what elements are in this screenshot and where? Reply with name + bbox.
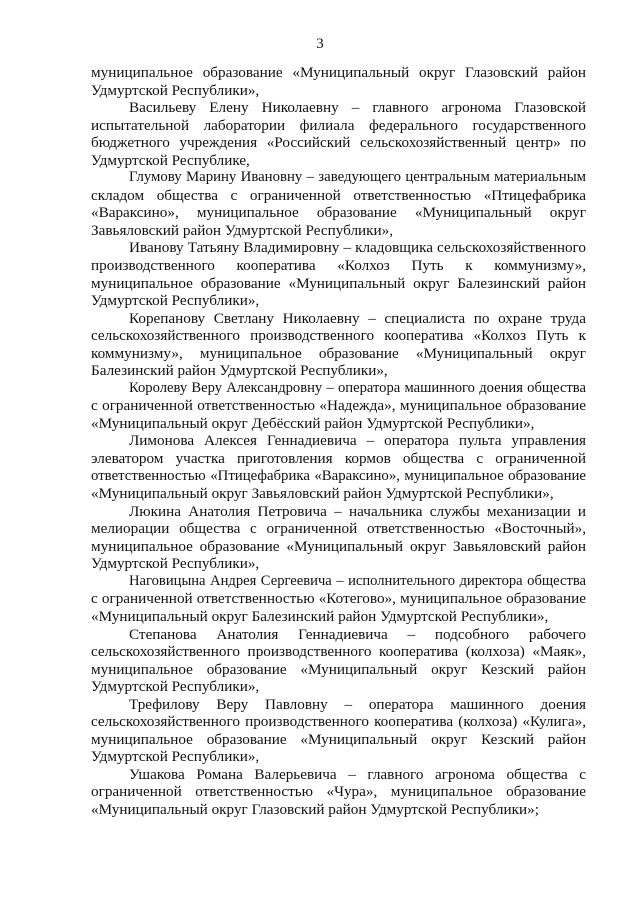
- text-line: Королеву Веру Александровну – оператора машинного доения общества: [129, 379, 586, 396]
- text-line: Трефилову Веру Павловну – оператора машинного доения: [129, 695, 586, 713]
- text-line: сельскохозяйственного производственного кооператива (колхоза) «Маяк»,: [91, 643, 586, 661]
- text-line: Удмуртской Республике,: [91, 151, 250, 169]
- text-line: испытательной лаборатории филиала федерального государственного: [91, 116, 586, 134]
- text-line: Наговицына Андрея Сергеевича – исполнительного директора общества: [129, 572, 586, 589]
- text-line: Балезинский район Удмуртской Республики»,: [91, 362, 388, 380]
- text-line: Удмуртской Республики»,: [91, 748, 260, 766]
- text-line: сельскохозяйственного производственного кооператива (колхоза) «Кулига»,: [91, 713, 586, 731]
- text-line: «Муниципальный округ Глазовский район Удмуртской Республики»;: [91, 800, 539, 818]
- text-line: ограниченной ответственностью «Чура», муниципальное образование: [91, 783, 586, 801]
- text-line: муниципальное образование «Муниципальный округ Балезинский район: [91, 274, 586, 292]
- text-line: Лимонова Алексея Геннадиевича – оператора пульта управления: [129, 432, 586, 450]
- text-line: бюджетного учреждения «Российский сельскохозяйственный центр» по: [91, 134, 586, 152]
- text-line: Корепанову Светлану Николаевну – специалиста по охране труда: [129, 309, 586, 327]
- text-line: муниципальное образование «Муниципальный округ Кезский район: [91, 660, 586, 678]
- text-line: элеватором участка приготовления кормов общества с ограниченной: [91, 450, 586, 468]
- text-line: муниципальное образование «Муниципальный округ Кезский район: [91, 730, 586, 748]
- text-line: складом общества с ограниченной ответственностью «Птицефабрика: [91, 186, 586, 204]
- text-line: Завьяловский район Удмуртской Республики»,: [91, 221, 394, 239]
- text-line: коммунизму», муниципальное образование «Муниципальный округ: [91, 344, 586, 362]
- text-line: производственного кооператива «Колхоз Путь к коммунизму»,: [91, 257, 586, 275]
- page-number: 3: [316, 36, 324, 52]
- text-line: Иванову Татьяну Владимировну – кладовщика сельскохозяйственного: [129, 239, 586, 257]
- text-line: Удмуртской Республики»,: [91, 81, 260, 99]
- text-line: Люкина Анатолия Петровича – начальника службы механизации и: [129, 502, 586, 520]
- text-line: сельскохозяйственного производственного кооператива «Колхоз Путь к: [91, 327, 586, 345]
- text-line: Глумову Марину Ивановну – заведующего центральным материальным: [129, 169, 586, 186]
- text-line: Удмуртской Республики»,: [91, 678, 260, 696]
- text-line: мелиорации общества с ограниченной ответственностью «Восточный»,: [91, 520, 586, 538]
- text-line: ответственностью «Птицефабрика «Вараксино», муниципальное образование: [91, 467, 586, 484]
- text-line: «Муниципальный округ Дебёсский район Удмуртской Республики»,: [91, 414, 535, 432]
- text-line: с ограниченной ответственностью «Котегово», муниципальное образование: [91, 590, 586, 608]
- text-line: «Муниципальный округ Завьяловский район Удмуртской Республики»,: [91, 485, 554, 503]
- text-line: «Вараксино», муниципальное образование «Муниципальный округ: [91, 204, 586, 222]
- text-line: Васильеву Елену Николаевну – главного агронома Глазовской: [129, 99, 586, 117]
- text-line: Удмуртской Республики»,: [91, 555, 260, 573]
- text-line: «Муниципальный округ Балезинский район Удмуртской Республики»,: [91, 607, 549, 625]
- text-line: с ограниченной ответственностью «Надежда», муниципальное образование: [91, 397, 586, 415]
- text-line: Удмуртской Республики»,: [91, 292, 260, 310]
- document-body: [91, 64, 586, 819]
- text-line: муниципальное образование «Муниципальный округ Глазовский район: [91, 64, 586, 81]
- text-line: Степанова Анатолия Геннадиевича – подсобного рабочего: [129, 625, 586, 643]
- text-line: муниципальное образование «Муниципальный округ Завьяловский район: [91, 537, 586, 555]
- text-line: Ушакова Романа Валерьевича – главного агронома общества с: [129, 765, 586, 783]
